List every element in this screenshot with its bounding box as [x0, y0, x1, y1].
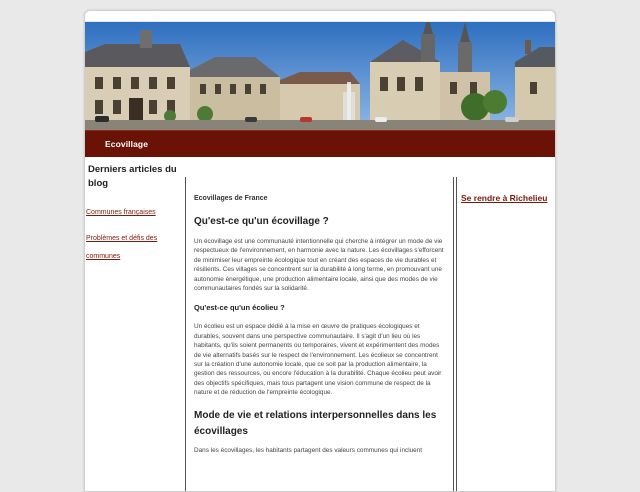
page-frame — [84, 10, 556, 492]
left-sidebar — [85, 161, 183, 271]
sidebar-link-problemes[interactable]: Problèmes et défis des communes — [86, 235, 158, 260]
main-nav — [85, 130, 555, 157]
sidebar-link-communes[interactable]: Communes françaises — [86, 209, 156, 216]
header-banner-image — [85, 22, 555, 130]
subheading-ecolieu: Qu'est-ce qu'un écolieu ? — [194, 303, 285, 313]
paragraph-mode-de-vie: Dans les écovillages, les habitants partagent des valeurs communes qui incluent — [194, 446, 423, 454]
list-item — [85, 227, 183, 263]
sidebar-article-list — [85, 201, 183, 263]
right-sidebar — [456, 177, 555, 491]
sidebar-title: Derniers articles du blog — [88, 164, 177, 189]
paragraph-ecovillage: Un écovillage est une communauté intentionnelle qui cherche à intégrer un mode de vie respectueux de l'environnement, en harmonie avec la nature. Les écovillages s'efforcent de minimiser leur empreinte écologique tout en créant des espaces de vie durables et résilients. Ces villages se concentrent sur la durabilité à long terme, en promouvant une autonomie énergétique, une production alimentaire locale, ainsi que des modes de vie communautaires fondés sur la solidarité. — [194, 238, 444, 293]
nav-home-link[interactable]: Ecovillage — [105, 139, 149, 149]
richelieu-link[interactable]: Se rendre à Richelieu — [461, 193, 548, 203]
breadcrumb: Ecovillages de France — [194, 195, 268, 202]
list-item — [85, 201, 183, 219]
main-content — [185, 177, 454, 491]
article-title: Qu'est-ce qu'un écovillage ? — [194, 216, 329, 227]
top-strip — [85, 11, 555, 22]
paragraph-ecolieu: Un écolieu est un espace dédié à la mise en œuvre de pratiques écologiques et durables, souvent dans une perspective communautaire. Il s'agit d'un lieu où les habitants, qu'ils soient permanents ou temporaires, vivent et expérimentent des modes de vie alternatifs basés sur le respect de l'environnement. Les écolieux se concentrent sur la création d'une autonomie locale, que ce soit par la production alimentaire, la gestion des ressources, ou encore l'éducation à la durabilité. Chaque écolieu peut avoir des objectifs spécifiques, mais tous partagent une vision commune de respect de la nature et de réduction de l'empreinte écologique. — [194, 323, 442, 397]
section-heading: Mode de vie et relations interpersonnelles dans les écovillages — [194, 409, 437, 437]
